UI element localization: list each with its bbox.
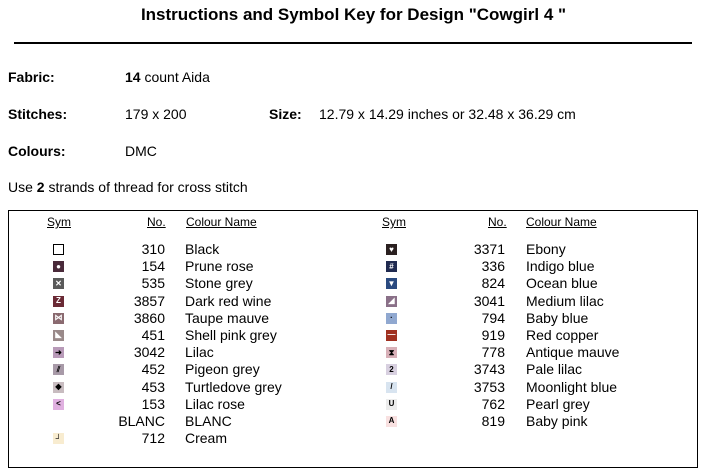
dmc-number: 3371 [473,241,505,257]
slash-icon: ⫽ [53,364,64,375]
colour-name: Lilac rose [185,395,245,412]
strand-count: 2 [36,179,45,195]
colour-name: Pearl grey [526,395,590,412]
dmc-number: 336 [481,258,505,275]
triangle-icon: ◢ [386,296,397,307]
slash-icon: / [386,382,397,393]
no-header-right: No. [488,215,507,229]
sym-header-right: Sym [382,215,406,229]
key-row [9,327,349,344]
u-icon: U [386,399,397,410]
down-triangle-icon: ▼ [387,278,396,288]
colour-name: Prune rose [185,258,254,275]
key-column-right [349,241,689,430]
name-header-right: Colour Name [526,215,597,229]
hourglass-icon: ⧗ [386,347,397,358]
colour-name: Baby pink [526,412,588,429]
dmc-number: 3042 [133,344,165,361]
dmc-number: 3860 [133,309,165,326]
hash-icon: # [386,261,397,272]
bowtie-icon: ⋈ [54,313,63,323]
colour-name: Black [185,241,220,257]
dmc-number: 452 [141,361,165,378]
dmc-number: 824 [481,275,505,292]
dmc-number: 3753 [473,378,505,395]
colour-name: Stone grey [185,275,253,292]
key-row [349,379,689,396]
dmc-number: 154 [141,258,165,275]
key-row [9,344,349,361]
key-row [349,344,689,361]
colour-name: Ebony [526,241,566,257]
stitches-value: 179 x 200 [125,106,187,122]
colour-name: Moonlight blue [526,378,618,395]
instruction-text: Use 2 strands of thread for cross stitch [8,179,248,195]
size-value: 12.79 x 14.29 inches or 32.48 x 36.29 cm [319,106,576,122]
key-row [9,396,349,413]
key-row [349,361,689,378]
colour-name: Medium lilac [526,292,604,309]
title-divider [14,42,692,44]
key-row [9,361,349,378]
x-mark-icon: ✕ [53,278,64,289]
key-row [349,275,689,292]
colour-name: Pigeon grey [185,361,260,378]
less-than-icon: < [53,399,64,410]
key-row [349,327,689,344]
colour-name: Red copper [526,326,599,343]
colours-value: DMC [125,143,157,159]
colour-name: Turtledove grey [185,378,282,395]
key-row [349,293,689,310]
heart-icon: ♥ [386,244,397,255]
two-icon: 2 [386,364,397,375]
colour-name: BLANC [185,412,232,429]
key-column-left [9,241,349,447]
key-row [9,310,349,327]
key-row [9,379,349,396]
diamond-icon: ◆ [53,382,64,393]
colour-name: Baby blue [526,309,589,326]
key-row [9,241,349,258]
key-row [349,413,689,430]
key-row [349,258,689,275]
dmc-number: 819 [481,412,505,429]
dmc-number: 794 [481,309,505,326]
key-row [9,293,349,310]
circle-icon: ● [53,261,64,272]
colour-name: Taupe mauve [185,309,270,326]
triangle-icon: ◣ [53,330,64,341]
fabric-label: Fabric: [8,69,55,85]
dmc-number: 451 [141,326,165,343]
open-square-icon [53,244,64,255]
page-title: Instructions and Symbol Key for Design "Cowgirl 4 " [140,5,567,24]
no-header-left: No. [147,215,166,229]
colour-name: Pale lilac [526,361,583,378]
blank-icon [53,416,64,427]
colour-name: Dark red wine [185,292,272,309]
colour-name: Antique mauve [526,344,620,361]
key-row [349,310,689,327]
key-row [9,258,349,275]
dot-icon: · [386,313,397,324]
colour-name: Ocean blue [526,275,598,292]
key-row [349,241,689,258]
colour-name: Indigo blue [526,258,595,275]
dmc-number: 712 [141,430,165,447]
sym-header-left: Sym [47,215,71,229]
dmc-number: 3743 [473,361,505,378]
dmc-number: BLANC [118,412,165,429]
fabric-value [125,69,210,85]
dmc-number: 762 [481,395,505,412]
key-row [349,396,689,413]
dmc-number: 310 [141,241,165,257]
dmc-number: 535 [141,275,165,292]
z-letter-icon: Z [53,296,64,307]
key-row [9,275,349,292]
dmc-number: 453 [141,378,165,395]
a-letter-icon: A [386,416,397,427]
fabric-count: 14 [125,69,141,85]
size-label: Size: [269,106,302,122]
name-header-left: Colour Name [186,215,257,229]
dmc-number: 778 [481,344,505,361]
arrow-icon: ➜ [53,347,64,358]
dmc-number: 153 [141,395,165,412]
symbol-key-table [8,210,698,468]
dmc-number: 919 [481,326,505,343]
stitches-label: Stitches: [8,106,68,122]
corner-icon: ┘ [53,433,64,444]
colour-name: Cream [185,430,228,447]
fabric-type: count Aida [140,69,210,85]
colours-label: Colours: [8,143,66,159]
key-row [9,413,349,430]
colour-name: Lilac [185,344,214,361]
dmc-number: 3857 [133,292,165,309]
dmc-number: 3041 [473,292,505,309]
dash-icon: — [387,330,396,340]
colour-name: Shell pink grey [185,326,277,343]
key-row [9,430,349,447]
